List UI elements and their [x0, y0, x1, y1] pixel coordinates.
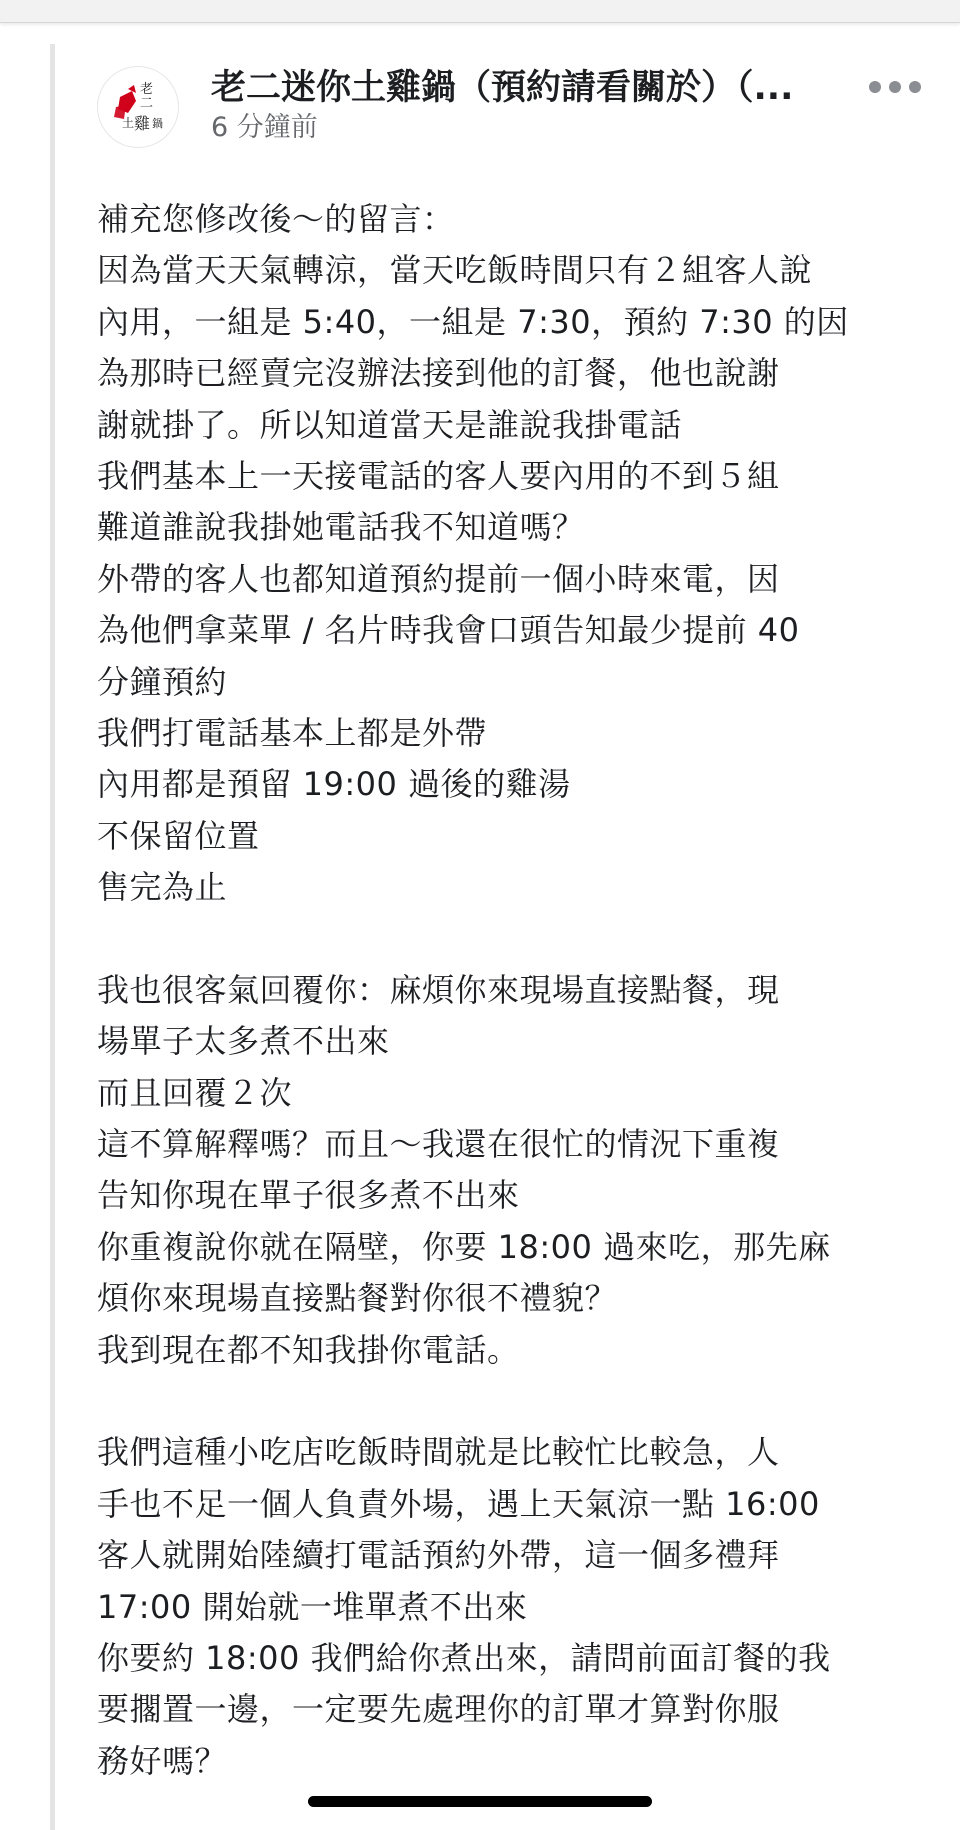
- post-line: 務好嗎？: [97, 1741, 228, 1780]
- post-line: 17:00 開始就一堆單煮不出來: [97, 1587, 528, 1626]
- thread-line: [50, 44, 55, 1830]
- post-line: 補充您修改後～的留言：: [97, 200, 455, 238]
- post-card: [97, 58, 927, 1780]
- post-text: [97, 194, 917, 1787]
- post-line: 我們基本上一天接電話的客人要內用的不到５組: [97, 456, 780, 495]
- post-line: 客人就開始陸續打電話預約外帶，這一個多禮拜: [97, 1536, 780, 1575]
- page-name-link[interactable]: 老二迷你土雞鍋（預約請看關於）（...: [211, 68, 794, 108]
- post-line: 售完為止: [97, 868, 228, 907]
- post-line: 外帶的客人也都知道預約提前一個小時來電，因: [97, 559, 780, 598]
- post-line: 謝就掛了。所以知道當天是誰說我掛電話: [97, 405, 683, 444]
- post-line: 告知你現在單子很多煮不出來: [97, 1176, 520, 1215]
- svg-text:鍋: 鍋: [152, 117, 163, 130]
- post-line: 煩你來現場直接點餐對你很不禮貌？: [97, 1279, 618, 1318]
- post-line: 你要約 18:00 我們給你煮出來，請問前面訂餐的我: [97, 1638, 831, 1677]
- post-line: 我也很客氣回覆你：麻煩你來現場直接點餐，現: [97, 970, 780, 1009]
- svg-text:二: 二: [140, 96, 154, 111]
- post-line: 因為當天天氣轉涼，當天吃飯時間只有２組客人說: [97, 251, 813, 290]
- post-line: 要擱置一邊，一定要先處理你的訂單才算對你服: [97, 1690, 780, 1729]
- post-line: 難道誰說我掛她電話我不知道嗎？: [97, 508, 585, 547]
- svg-text:老: 老: [140, 82, 154, 97]
- post-line: 為那時已經賣完沒辦法接到他的訂餐，他也說謝: [97, 354, 780, 393]
- more-dot: [889, 81, 901, 93]
- post-line: 場單子太多煮不出來: [97, 1022, 390, 1061]
- more-options-icon[interactable]: [869, 72, 921, 102]
- post-line: 內用都是預留 19:00 過後的雞湯: [97, 765, 571, 804]
- paragraph-break: [97, 913, 917, 964]
- top-bar: [0, 0, 960, 23]
- svg-text:雞: 雞: [134, 114, 151, 133]
- post-timestamp[interactable]: 6 分鐘前: [211, 112, 318, 143]
- paragraph-break: [97, 1376, 917, 1427]
- post-line: 我們這種小吃店吃飯時間就是比較忙比較急，人: [97, 1433, 780, 1472]
- more-dot: [909, 81, 921, 93]
- home-indicator[interactable]: [308, 1796, 652, 1807]
- more-dot: [869, 81, 881, 93]
- post-line: 我們打電話基本上都是外帶: [97, 713, 488, 752]
- post-line: 內用，一組是 5:40，一組是 7:30，預約 7:30 的因: [97, 302, 849, 341]
- post-line: 我到現在都不知我掛你電話。: [97, 1330, 520, 1369]
- post-line: 不保留位置: [97, 816, 260, 855]
- post-line: 為他們拿菜單 / 名片時我會口頭告知最少提前 40: [97, 611, 800, 650]
- post-header: [97, 58, 927, 158]
- post-line: 你重複說你就在隔壁，你要 18:00 過來吃，那先麻: [97, 1227, 831, 1266]
- svg-text:土: 土: [122, 116, 135, 130]
- page-logo: [98, 67, 178, 147]
- post-line: 分鐘預約: [97, 662, 228, 701]
- page-avatar[interactable]: [97, 66, 179, 148]
- post-line: 這不算解釋嗎？而且～我還在很忙的情況下重複: [97, 1125, 780, 1164]
- post-line: 而且回覆２次: [97, 1073, 293, 1112]
- post-line: 手也不足一個人負責外場，遇上天氣涼一點 16:00: [97, 1484, 820, 1523]
